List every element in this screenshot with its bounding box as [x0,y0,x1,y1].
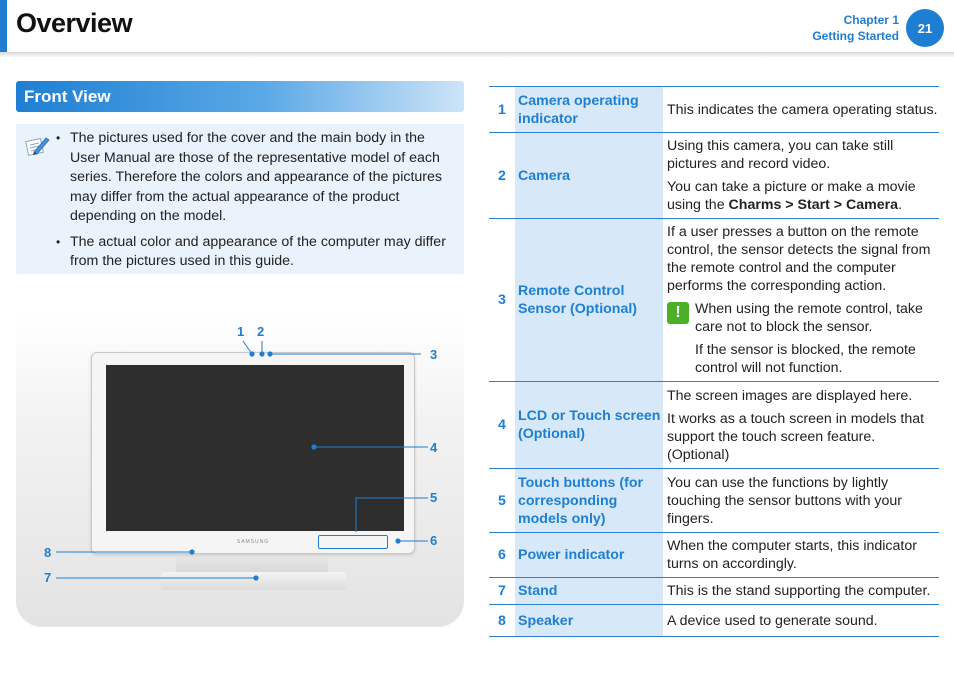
component-description [663,382,939,469]
table-row [489,382,939,469]
component-description [663,533,939,578]
description-text: It works as a touch screen in models that support the touch screen feature. (Optional) [667,410,925,463]
row-number: 1 [489,87,515,133]
description-text [667,178,939,214]
component-name: Touch buttons (for corresponding models only) [515,469,663,533]
row-number: 6 [489,533,515,578]
callout-6: 6 [430,533,438,548]
header-divider [0,52,954,58]
component-description [663,469,939,533]
note-box [16,124,464,274]
description-text: You can use the functions by lightly touching the sensor buttons with your fingers. [667,474,903,527]
row-number: 3 [489,219,515,382]
description-text: This is the stand supporting the computer. [667,583,931,599]
component-name: Speaker [515,605,663,637]
front-view-components-table [489,86,939,637]
caution-text [695,300,939,377]
description-text: A device used to generate sound. [667,612,878,629]
section-title: Front View [24,87,111,106]
chapter-label: Chapter 1 [843,13,899,27]
component-name: Power indicator [515,533,663,578]
section-heading-bar [16,81,464,112]
description-text-part: . [898,197,903,213]
callout-5: 5 [430,490,438,505]
callout-1: 1 [237,324,245,339]
caution-text-line: If the sensor is blocked, the remote control will not function. [695,342,916,376]
menu-path: Charms > Start > Camera [728,197,899,213]
brand-logo: SAMSUNG [236,539,270,545]
caution-text-line: When using the remote control, take care not to block the sensor. [695,301,923,335]
component-description [663,578,939,605]
caution-note [667,300,939,377]
description-text: Using this camera, you can take still pictures and record video. [667,138,894,172]
description-text: This indicates the camera operating status. [667,101,938,118]
callout-8: 8 [44,545,52,560]
row-number: 5 [489,469,515,533]
component-name: Stand [515,578,663,605]
table-row [489,578,939,605]
description-text: When the computer starts, this indicator turns on accordingly. [667,538,917,572]
table-row [489,469,939,533]
row-number: 7 [489,578,515,605]
note-item: • The pictures used for the cover and the main body in the User Manual are those of the representative model of each series. Therefore the colors and appearance of the pictures may differ from the actual appearance of the product depending on the model. [56,129,456,227]
chapter-info [812,12,899,44]
component-name: Camera [515,133,663,219]
component-description [663,133,939,219]
table-row [489,605,939,637]
table-row [489,87,939,133]
front-view-figure [16,314,464,627]
row-number: 2 [489,133,515,219]
component-name: Camera operating indicator [515,87,663,133]
chapter-name: Getting Started [812,29,899,43]
component-name: Remote Control Sensor (Optional) [515,219,663,382]
description-text: The screen images are displayed here. [667,387,913,404]
component-description [663,87,939,133]
table-row [489,133,939,219]
description-text: If a user presses a button on the remote control, the sensor detects the signal from the remote control and the computer performs the corresponding action. [667,224,931,294]
header-accent-bar [0,0,7,52]
callout-4: 4 [430,440,438,455]
component-description [663,605,939,637]
row-number: 8 [489,605,515,637]
page-title: Overview [16,8,133,38]
note-item: • The actual color and appearance of the computer may differ from the pictures used in this guide. [56,233,456,272]
component-description [663,219,939,382]
table-row [489,219,939,382]
caution-icon: ! [667,302,689,324]
callout-lines [16,314,464,627]
component-name: LCD or Touch screen (Optional) [515,382,663,469]
page-number-badge: 21 [906,9,944,47]
note-list [56,129,456,278]
pencil-note-icon [24,134,50,158]
row-number: 4 [489,382,515,469]
description-text-part: You can take a picture or make a movie using the [667,179,916,213]
callout-7: 7 [44,570,52,585]
callout-2: 2 [257,324,265,339]
table-row [489,533,939,578]
callout-3: 3 [430,347,438,362]
